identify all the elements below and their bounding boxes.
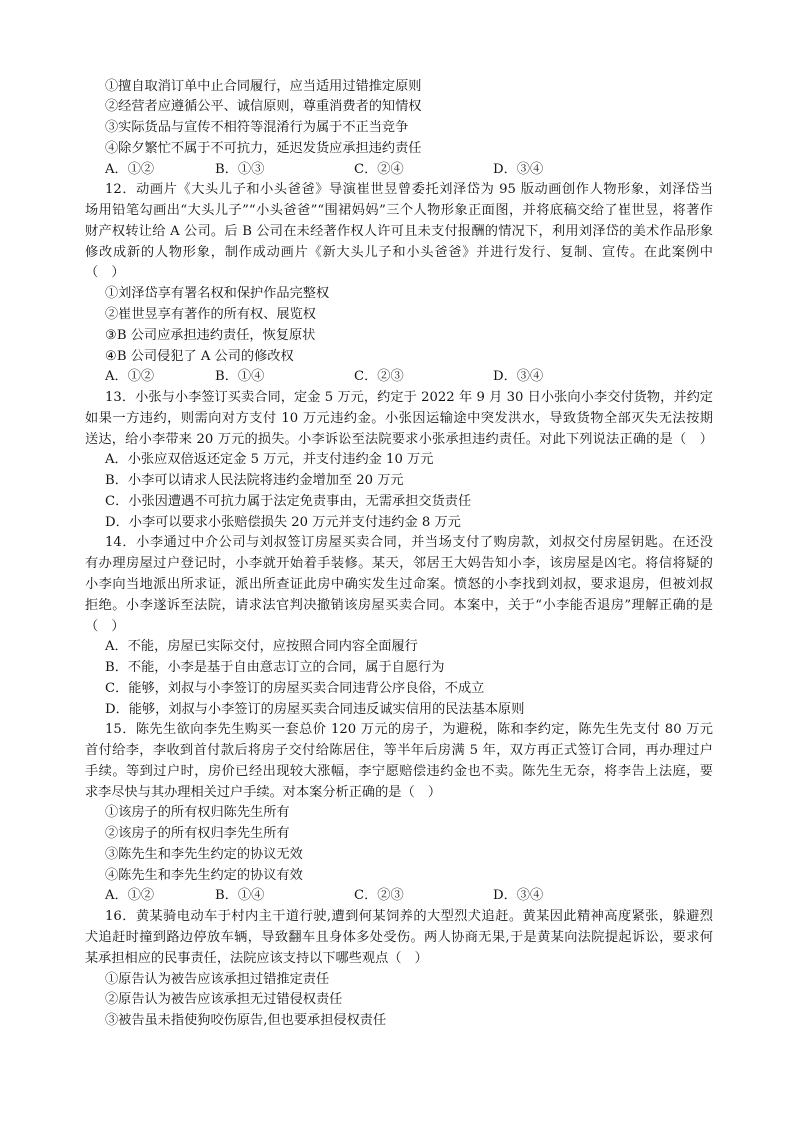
statement: ①刘泽岱享有署名权和保护作品完整权 <box>105 286 330 302</box>
question-stem-line: 14．小李通过中介公司与刘叔签订房屋买卖合同，并当场支付了购房款，刘叔交付房屋钥匙。在还没 <box>105 535 713 551</box>
choice-c: C．②④ <box>354 161 404 177</box>
option-d: D．能够，刘叔与小李签订的房屋买卖合同违反诚实信用的民法基本原则 <box>105 701 525 717</box>
question-stem-line: 场用铅笔勾画出“大头儿子”“小头爸爸”“围裙妈妈”三个人物形象正面图，并将底稿交给了崔世昱，将著作 <box>85 203 713 219</box>
question-stem-line: 求李尽快与其办理相关过户手续。对本案分析正确的是（ ） <box>85 784 442 800</box>
question-stem-line: 犬追赶时撞到路边停放车辆，导致翻车且身体多处受伤。两人协商无果,于是黄某向法院提起诉讼，要求何 <box>85 929 713 945</box>
answer-choices <box>85 160 713 181</box>
question-stem-line: 送达，给小李带来 20 万元的损失。小李诉讼至法院要求小张承担违约责任。对此下列说法正确的是（ ） <box>85 431 713 447</box>
choice-d: D．③④ <box>493 369 544 385</box>
statement: ①该房子的所有权归陈先生所有 <box>105 805 290 821</box>
question-stem-line: 12．动画片《大头儿子和小头爸爸》导演崔世昱曾委托刘泽岱为 95 版动画创作人物形象，刘泽岱当 <box>105 182 713 198</box>
question-stem-line: 修改成新的人物形象，制作成动画片《新大头儿子和小头爸爸》并进行发行、复制、宣传。在此案例中 <box>85 244 713 260</box>
question-stem-line: 小李向当地派出所求证，派出所查证此房中确实发生过命案。愤怒的小李找到刘叔，要求退房，但被刘叔 <box>85 576 713 592</box>
statement: ③B 公司应承担违约责任，恢复原状 <box>105 327 316 343</box>
question-stem-line: 首付给李，李收到首付款后将房子交付给陈居住，等半年后房满 5 年，双方再正式签订合同，再办理过户 <box>85 743 713 759</box>
choice-c: C．②③ <box>354 369 404 385</box>
option-c: C．小张因遭遇不可抗力属于法定免责事由，无需承担交货责任 <box>105 493 472 509</box>
statement: ②原告认为被告应该承担无过错侵权责任 <box>105 992 343 1008</box>
choice-a: A．①② <box>105 369 155 385</box>
question-stem-line: 某承担相应的民事责任，法院应该支持以下哪些观点（ ） <box>85 950 428 966</box>
question-12 <box>85 180 713 388</box>
answer-blank: （ ） <box>85 618 125 634</box>
statement: ③实际货品与宣传不相符等混淆行为属于不正当竞争 <box>105 120 409 136</box>
option-c: C．能够，刘叔与小李签订的房屋买卖合同违背公序良俗，不成立 <box>105 680 485 696</box>
question-16 <box>85 907 713 1032</box>
question-stem-line: 拒绝。小李遂诉至法院，请求法官判决撤销该房屋买卖合同。本案中，关于“小李能否退房”理解正确的是 <box>85 597 713 613</box>
choice-b: B．①④ <box>215 369 265 385</box>
option-b: B．不能，小李是基于自由意志订立的合同，属于自愿行为 <box>105 660 445 676</box>
option-d: D．小李可以要求小张赔偿损失 20 万元并支付违约金 8 万元 <box>105 514 461 530</box>
question-11 <box>85 77 713 181</box>
question-stem-line: 16．黄某骑电动车于村内主干道行驶,遭到何某饲养的大型烈犬追赶。黄某因此精神高度紧张，躲避烈 <box>105 909 713 925</box>
question-15 <box>85 720 713 907</box>
page-content <box>85 77 713 1032</box>
question-stem-line: 15．陈先生欲向李先生购买一套总价 120 万元的房子，为避税，陈和李约定，陈先生先支付 80 万元 <box>105 722 713 738</box>
question-stem-line: 如果一方违约，则需向对方支付 10 万元违约金。小张因运输途中突发洪水，导致货物全部灭失无法按期 <box>85 410 713 426</box>
answer-choices <box>85 367 713 388</box>
choice-a: A．①② <box>105 161 155 177</box>
choice-d: D．③④ <box>493 161 544 177</box>
statement: ①原告认为被告应该承担过错推定责任 <box>105 971 330 987</box>
statement: ④除夕繁忙不属于不可抗力，延迟发货应承担违约责任 <box>105 140 422 156</box>
statement: ②崔世昱享有著作的所有权、展览权 <box>105 307 316 323</box>
question-13 <box>85 388 713 533</box>
option-b: B．小李可以请求人民法院将违约金增加至 20 万元 <box>105 473 404 489</box>
question-stem-line: 财产权转让给 A 公司。后 B 公司在未经著作权人许可且未支付报酬的情况下，利用刘泽岱的美术作品形象 <box>85 223 713 239</box>
option-a: A．小张应双倍返还定金 5 万元，并支付违约金 10 万元 <box>105 452 434 468</box>
answer-blank: （ ） <box>85 265 125 281</box>
question-stem-line: 13．小张与小李签订买卖合同，定金 5 万元，约定于 2022 年 9 月 30 日小张向小李交付货物，并约定 <box>105 390 713 406</box>
statement: ④B 公司侵犯了 A 公司的修改权 <box>105 348 294 364</box>
statement: ③陈先生和李先生约定的协议无效 <box>105 846 303 862</box>
option-a: A．不能，房屋已实际交付，应按照合同内容全面履行 <box>105 639 418 655</box>
statement: ④陈先生和李先生约定的协议有效 <box>105 867 303 883</box>
statement: ①擅自取消订单中止合同履行，应当适用过错推定原则 <box>105 78 422 94</box>
choice-c: C．②③ <box>354 888 404 904</box>
statement: ②该房子的所有权归李先生所有 <box>105 826 290 842</box>
question-stem-line: 手续。等到过户时，房价已经出现较大涨幅，李宁愿赔偿违约金也不卖。陈先生无奈，将李告上法庭，要 <box>85 763 713 779</box>
answer-choices <box>85 886 713 907</box>
statement: ③被告虽未指使狗咬伤原告,但也要承担侵权责任 <box>105 1013 387 1029</box>
statement: ②经营者应遵循公平、诚信原则，尊重消费者的知情权 <box>105 99 422 115</box>
choice-b: B．①④ <box>215 888 265 904</box>
question-stem-line: 有办理房屋过户登记时，小李就开始着手装修。某天，邻居王大妈告知小李，该房屋是凶宅。将信将疑的 <box>85 556 713 572</box>
choice-a: A．①② <box>105 888 155 904</box>
choice-d: D．③④ <box>493 888 544 904</box>
question-14 <box>85 533 713 720</box>
choice-b: B．①③ <box>215 161 265 177</box>
